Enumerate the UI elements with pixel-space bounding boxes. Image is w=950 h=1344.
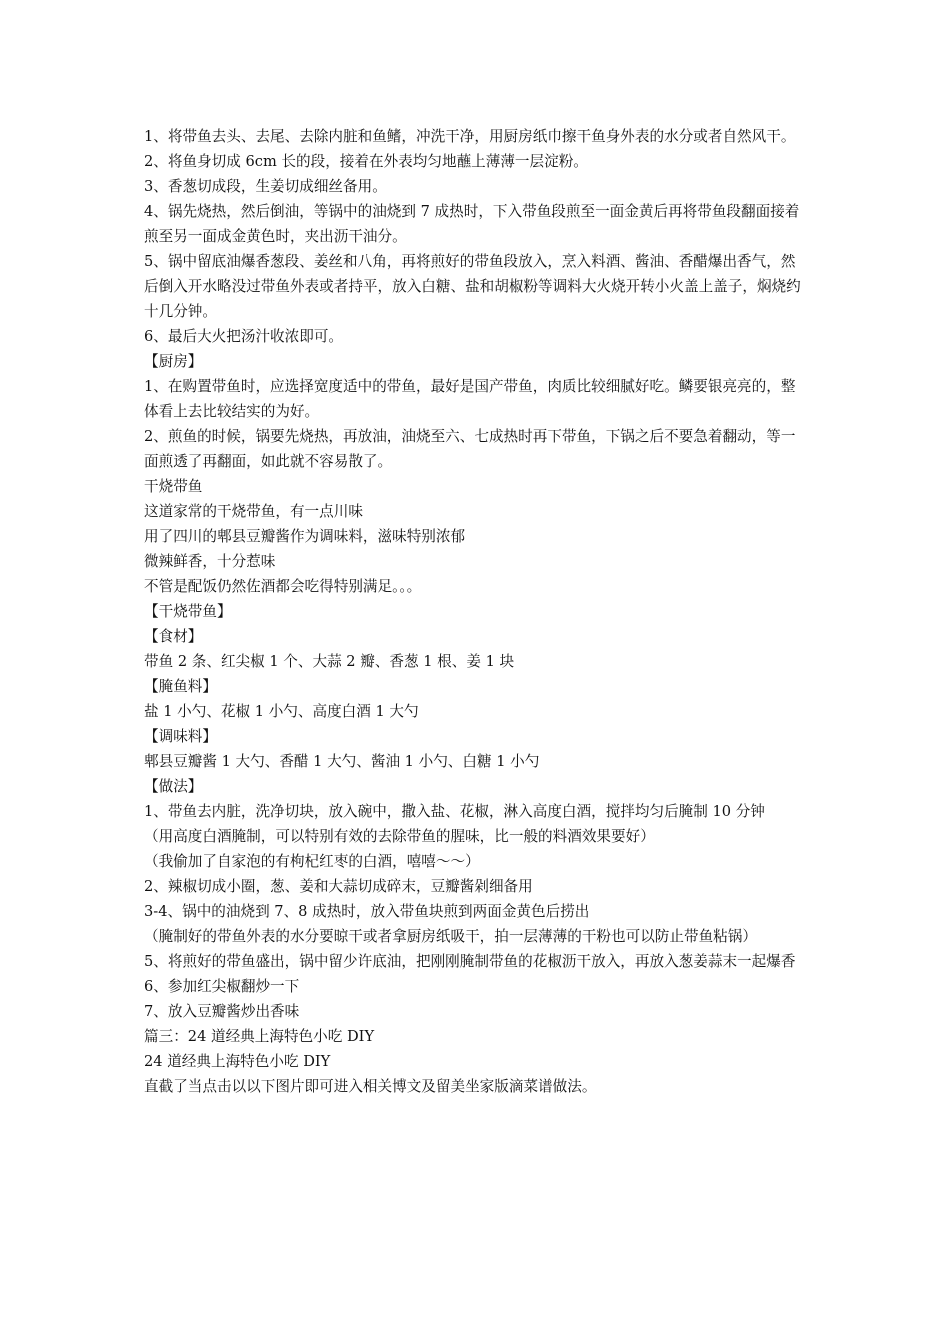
section-heading: 【食材】 xyxy=(144,628,203,645)
section-heading: 【调味料】 xyxy=(144,728,217,745)
text-line: 6、参加红尖椒翻炒一下 xyxy=(144,978,300,995)
section-heading: 【干烧带鱼】 xyxy=(144,603,232,620)
text-line: 1、带鱼去内脏，洗净切块，放入碗中，撒入盐、花椒，淋入高度白酒，搅拌均匀后腌制 10 分钟 xyxy=(144,803,765,820)
text-line: 郫县豆瓣酱 1 大勺、香醋 1 大勺、酱油 1 小勺、白糖 1 小勺 xyxy=(144,753,540,770)
chapter-heading: 篇三：24 道经典上海特色小吃 DIY xyxy=(144,1028,375,1045)
text-line: 3-4、锅中的油烧到 7、8 成热时，放入带鱼块煎到两面金黄色后捞出 xyxy=(144,903,590,920)
text-line: 直截了当点击以以下图片即可进入相关博文及留美坐家版滴菜谱做法。 xyxy=(144,1078,597,1095)
text-line: 2、将鱼身切成 6cm 长的段，接着在外表均匀地蘸上薄薄一层淀粉。 xyxy=(144,153,588,170)
text-line: 6、最后大火把汤汁收浓即可。 xyxy=(144,328,344,345)
text-line: 这道家常的干烧带鱼，有一点川味 xyxy=(144,503,363,520)
text-line: 带鱼 2 条、红尖椒 1 个、大蒜 2 瓣、香葱 1 根、姜 1 块 xyxy=(144,653,515,670)
text-line: 3、香葱切成段，生姜切成细丝备用。 xyxy=(144,178,387,195)
text-line: 微辣鲜香，十分惹味 xyxy=(144,553,276,570)
text-line: 盐 1 小勺、花椒 1 小勺、高度白酒 1 大勺 xyxy=(144,703,419,720)
text-line: 7、放入豆瓣酱炒出香味 xyxy=(144,1003,300,1020)
text-line: 2、辣椒切成小圈，葱、姜和大蒜切成碎末，豆瓣酱剁细备用 xyxy=(144,878,533,895)
recipe-title: 干烧带鱼 xyxy=(144,478,203,495)
document-page xyxy=(144,124,808,1099)
text-line: 不管是配饭仍然佐酒都会吃得特别满足。。。 xyxy=(144,578,422,595)
text-line: （用高度白酒腌制，可以特别有效的去除带鱼的腥味，比一般的料酒效果要好） xyxy=(144,828,655,845)
text-line: 1、在购置带鱼时，应选择宽度适中的带鱼，最好是国产带鱼，肉质比较细腻好吃。鳞要银亮亮的，整体看上去比较结实的为好。 xyxy=(144,378,796,420)
text-line: （腌制好的带鱼外表的水分要晾干或者拿厨房纸吸干，拍一层薄薄的干粉也可以防止带鱼粘锅） xyxy=(144,928,757,945)
text-line: 用了四川的郫县豆瓣酱作为调味料，滋味特别浓郁 xyxy=(144,528,466,545)
text-line: 1、将带鱼去头、去尾、去除内脏和鱼鳍，冲洗干净，用厨房纸巾擦干鱼身外表的水分或者自然风干。 xyxy=(144,128,796,145)
section-heading: 【厨房】 xyxy=(144,353,203,370)
text-line: 5、锅中留底油爆香葱段、姜丝和八角，再将煎好的带鱼段放入，烹入料酒、酱油、香醋爆出香气，然后倒入开水略没过带鱼外表或者持平，放入白糖、盐和胡椒粉等调料大火烧开转小火盖上盖子，焖烧约十几分钟。 xyxy=(144,253,801,320)
section-heading: 【腌鱼料】 xyxy=(144,678,217,695)
section-heading: 【做法】 xyxy=(144,778,203,795)
text-line: 24 道经典上海特色小吃 DIY xyxy=(144,1053,331,1070)
text-line: 2、煎鱼的时候，锅要先烧热，再放油，油烧至六、七成热时再下带鱼，下锅之后不要急着翻动，等一面煎透了再翻面，如此就不容易散了。 xyxy=(144,428,796,470)
text-line: 4、锅先烧热，然后倒油，等锅中的油烧到 7 成热时，下入带鱼段煎至一面金黄后再将带鱼段翻面接着煎至另一面成金黄色时，夹出沥干油分。 xyxy=(144,203,800,245)
text-line: （我偷加了自家泡的有枸杞红枣的白酒，嘻嘻～～） xyxy=(144,853,480,870)
text-line: 5、将煎好的带鱼盛出，锅中留少许底油，把刚刚腌制带鱼的花椒沥干放入，再放入葱姜蒜末一起爆香 xyxy=(144,953,796,970)
